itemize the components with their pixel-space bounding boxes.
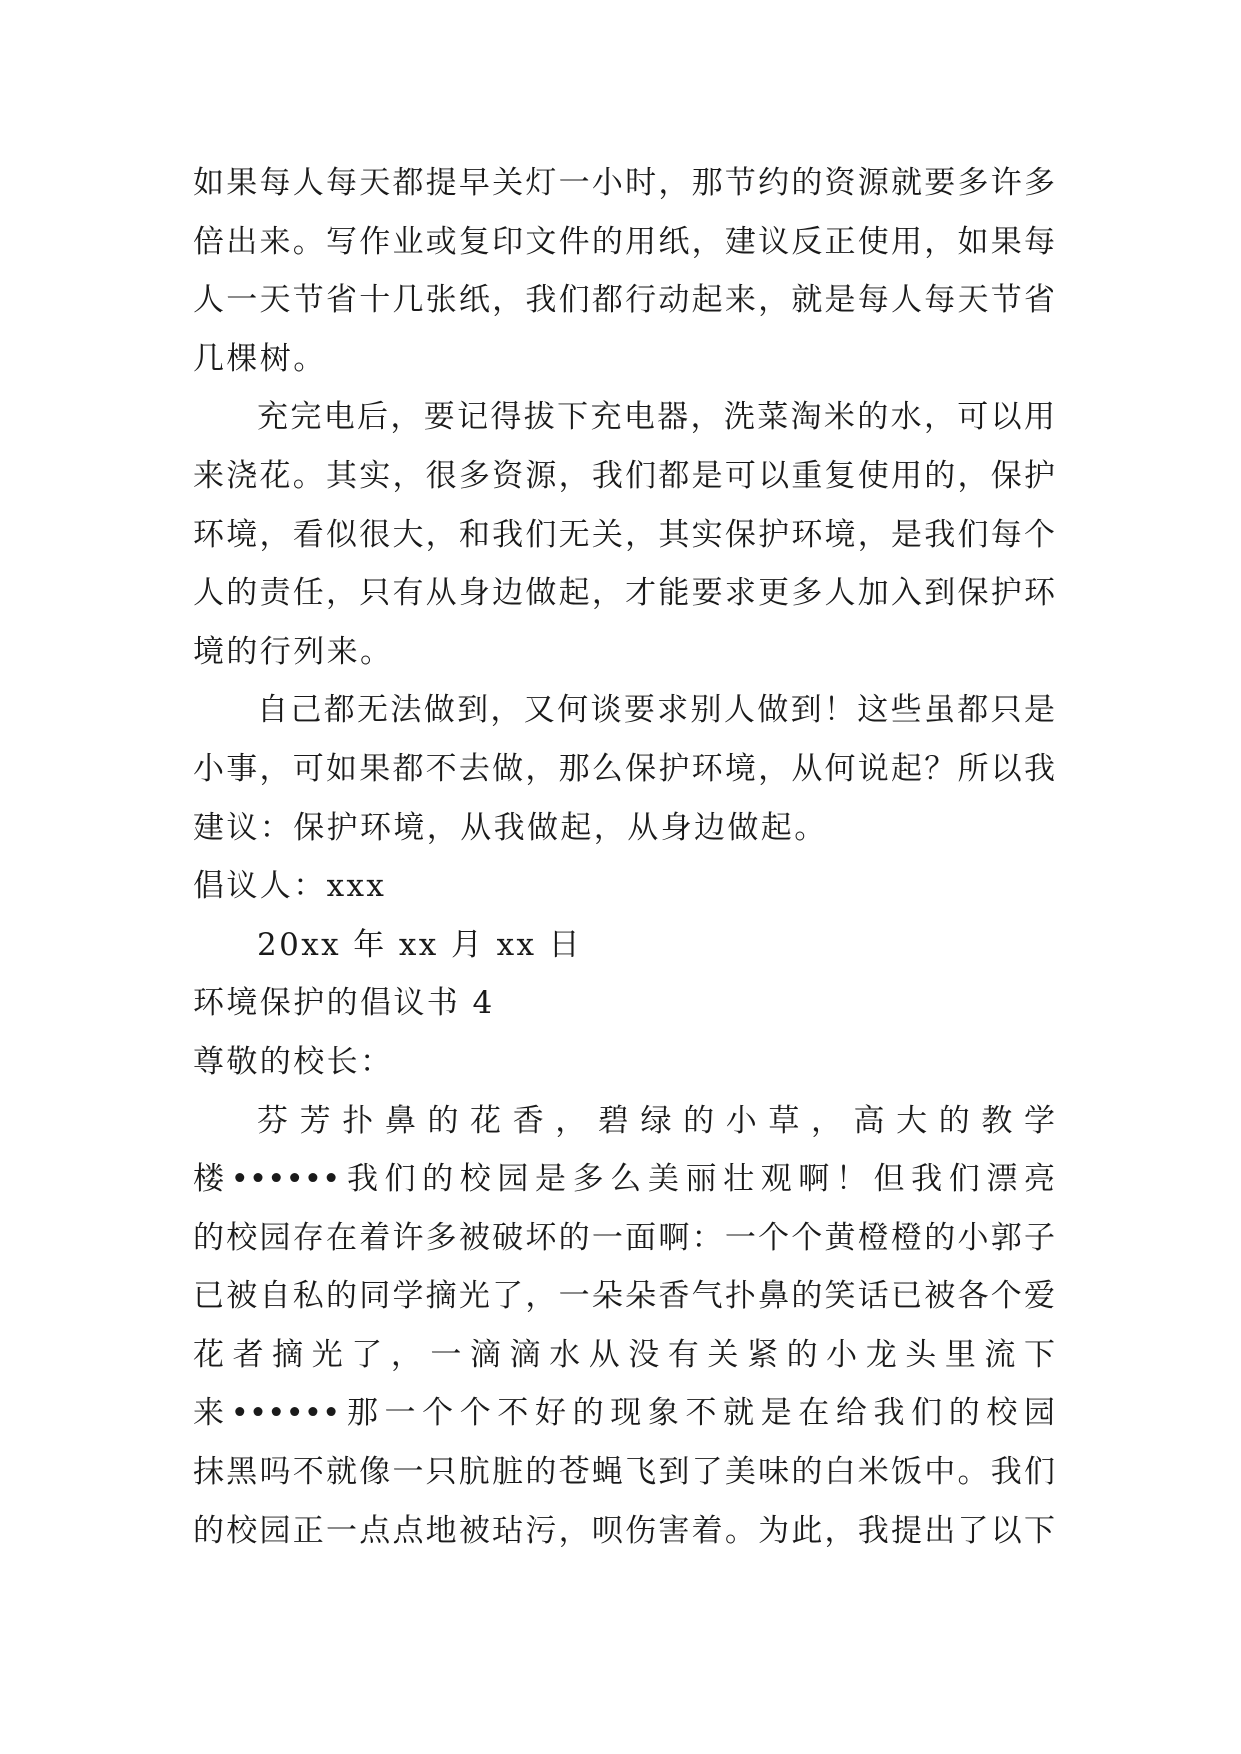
text-line: 芬芳扑鼻的花香，碧绿的小草，高大的教学 — [257, 1102, 1055, 1139]
paragraph-campus-description — [193, 1092, 1055, 1561]
document-body — [193, 154, 1055, 1560]
text-line: 的校园正一点点地被玷污，呗伤害着。为此，我提出了以下 — [193, 1512, 1055, 1549]
text-line: 楼••••••我们的校园是多么美丽壮观啊！但我们漂亮 — [193, 1161, 1055, 1198]
text-line: 建议：保护环境，从我做起，从身边做起。 — [193, 809, 828, 846]
text-line: 人一天节省十几张纸，我们都行动起来，就是每人每天节省 — [193, 282, 1055, 319]
text-line: 充完电后，要记得拔下充电器，洗菜淘米的水，可以用 — [257, 399, 1055, 436]
paragraph-start-with-me — [193, 681, 1055, 857]
text-line: 几棵树。 — [193, 340, 327, 377]
text-line: 环境，看似很大，和我们无关，其实保护环境，是我们每个 — [193, 516, 1055, 553]
text-line: 倍出来。写作业或复印文件的用纸，建议反正使用，如果每 — [193, 223, 1055, 260]
signature-proposer: 倡议人：xxx — [193, 868, 387, 905]
text-line: 如果每人每天都提早关灯一小时，那节约的资源就要多许多 — [193, 165, 1055, 201]
text-line: 已被自私的同学摘光了，一朵朵香气扑鼻的笑话已被各个爱 — [193, 1278, 1055, 1315]
signature-date: 20xx 年 xx 月 xx 日 — [257, 926, 583, 963]
paragraph-energy-saving — [193, 154, 1055, 388]
text-line: 人的责任，只有从身边做起，才能要求更多人加入到保护环 — [193, 575, 1055, 612]
text-line: 自己都无法做到，又何谈要求别人做到！这些虽都只是 — [257, 692, 1055, 729]
text-line: 的校园存在着许多被破坏的一面啊：一个个黄橙橙的小郭子 — [193, 1219, 1055, 1256]
text-line: 来浇花。其实，很多资源，我们都是可以重复使用的，保护 — [193, 457, 1055, 494]
text-line: 来••••••那一个个不好的现象不就是在给我们的校园 — [193, 1395, 1055, 1432]
text-line: 抹黑吗不就像一只肮脏的苍蝇飞到了美味的白米饭中。我们 — [193, 1454, 1055, 1491]
section-title: 环境保护的倡议书 4 — [193, 985, 495, 1022]
text-line: 小事，可如果都不去做，那么保护环境，从何说起？所以我 — [193, 750, 1055, 787]
salutation: 尊敬的校长： — [193, 1043, 394, 1080]
text-line: 花者摘光了，一滴滴水从没有关紧的小龙头里流下 — [193, 1336, 1055, 1373]
text-line: 境的行列来。 — [193, 633, 394, 670]
paragraph-reuse-resources — [193, 388, 1055, 681]
